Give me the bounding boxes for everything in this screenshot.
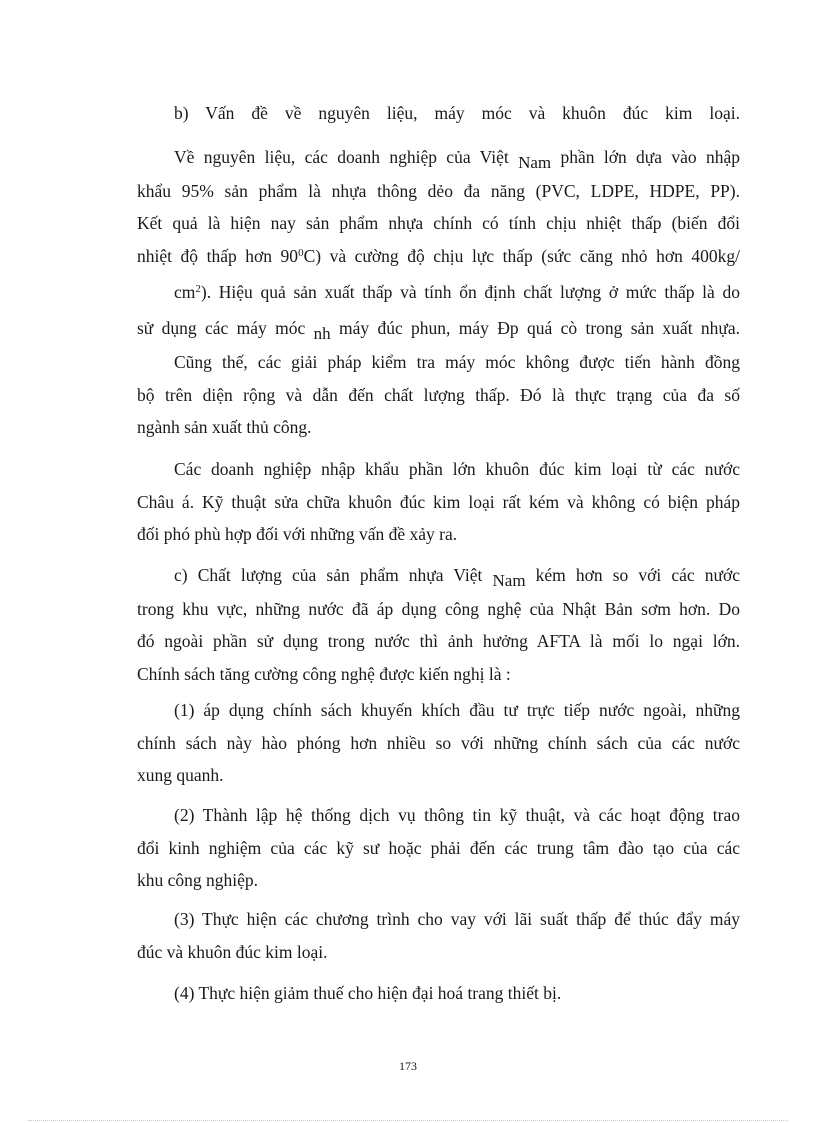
text-run: C) và cường độ chịu lực thấp (sức căng nhỏ hơn 400kg/: [303, 245, 740, 266]
text-line: Châu á. Kỹ thuật sửa chữa khuôn đúc kim loại rất kém và không có biện pháp: [137, 491, 740, 512]
paragraph-machinery: [137, 346, 740, 444]
text-line: đúc và khuôn đúc kim loại.: [137, 941, 328, 962]
text-line: [137, 141, 740, 175]
text-line: [137, 276, 740, 312]
recommendation-4: [137, 977, 740, 1010]
text-run: máy đúc phun, máy Đp quá cò trong sản xuất nhựa.: [338, 317, 741, 338]
text-run: ). Hiệu quả sản xuất thấp và tính ổn định chất lượng ở mức thấp là do: [200, 282, 740, 302]
text-line: xung quanh.: [137, 765, 224, 785]
text-line: (3) Thực hiện các chương trình cho vay với lãi suất thấp để thúc đẩy máy: [174, 909, 740, 929]
text-line: Các doanh nghiệp nhập khẩu phần lớn khuôn đúc kim loại từ các nước: [174, 459, 740, 479]
text-line: bộ trên diện rộng và dẫn đến chất lượng thấp. Đó là thực trạng của đa số: [137, 384, 740, 405]
section-b-heading: [137, 97, 740, 130]
text-line: chính sách này hào phóng hơn nhiều so với những chính sách của các nước: [137, 732, 740, 753]
paragraph-raw-materials-cont: [137, 276, 740, 345]
text-line: khẩu 95% sản phẩm là nhựa thông dẻo đa năng (PVC, LDPE, HDPE, PP).: [137, 180, 740, 201]
section-c: [137, 559, 740, 690]
text-run: Về nguyên liệu, các doanh nghiệp của Việt: [174, 147, 509, 167]
text-line: khu công nghiệp.: [137, 870, 259, 890]
subscript-text: nh: [313, 323, 331, 343]
text-run: sử dụng các máy móc: [137, 317, 306, 338]
text-line: Chính sách tăng cường công nghệ được kiến nghị là :: [137, 663, 511, 684]
text-line: ngành sản xuất thủ công.: [137, 417, 312, 437]
text-run: nhiệt độ thấp hơn 90: [137, 245, 299, 266]
text-line: đó ngoài phần sử dụng trong nước thì ảnh hưởng AFTA là mối lo ngại lớn.: [137, 631, 740, 651]
text-line: [137, 559, 740, 593]
text-run: c) Chất lượng của sản phẩm nhựa Việt: [174, 565, 483, 585]
subscript-text: Nam: [518, 153, 552, 172]
text-line: đổi kinh nghiệm của các kỹ sư hoặc phải đến các trung tâm đào tạo của các: [137, 837, 740, 858]
page-number: 173: [399, 1059, 417, 1073]
text-run: cm: [174, 282, 196, 302]
text-line: Cũng thế, các giải pháp kiểm tra máy móc không được tiến hành đồng: [174, 352, 740, 372]
text-line: (2) Thành lập hệ thống dịch vụ thông tin kỹ thuật, và các hoạt động trao: [174, 805, 740, 825]
paragraph-raw-materials: [137, 141, 740, 275]
paragraph-molds: [137, 453, 740, 551]
text-run: kém hơn so với các nước: [535, 565, 740, 585]
text-line: Kết quả là hiện nay sản phẩm nhựa chính có tính chịu nhiệt thấp (biến đổi: [137, 213, 740, 233]
heading-text: b) Vấn đề về nguyên liệu, máy móc và khuôn đúc kim loại.: [174, 103, 740, 123]
text-line: trong khu vực, những nước đã áp dụng công nghệ của Nhật Bản sơm hơn. Do: [137, 598, 740, 619]
superscript-text: 2: [195, 283, 201, 295]
recommendation-3: [137, 903, 740, 968]
subscript-text: Nam: [492, 571, 526, 590]
recommendation-2: [137, 799, 740, 897]
recommendation-1: [137, 694, 740, 792]
page-bottom-divider: [28, 1120, 788, 1121]
text-line: [137, 240, 740, 276]
text-line: (1) áp dụng chính sách khuyến khích đầu tư trực tiếp nước ngoài, những: [174, 700, 740, 720]
superscript-text: 0: [298, 246, 304, 259]
text-line: đối phó phù hợp đối với những vấn đề xảy ra.: [137, 524, 458, 544]
text-line: [137, 312, 740, 346]
text-run: phần lớn dựa vào nhập: [560, 147, 741, 167]
text-line: (4) Thực hiện giảm thuế cho hiện đại hoá trang thiết bị.: [174, 983, 562, 1003]
